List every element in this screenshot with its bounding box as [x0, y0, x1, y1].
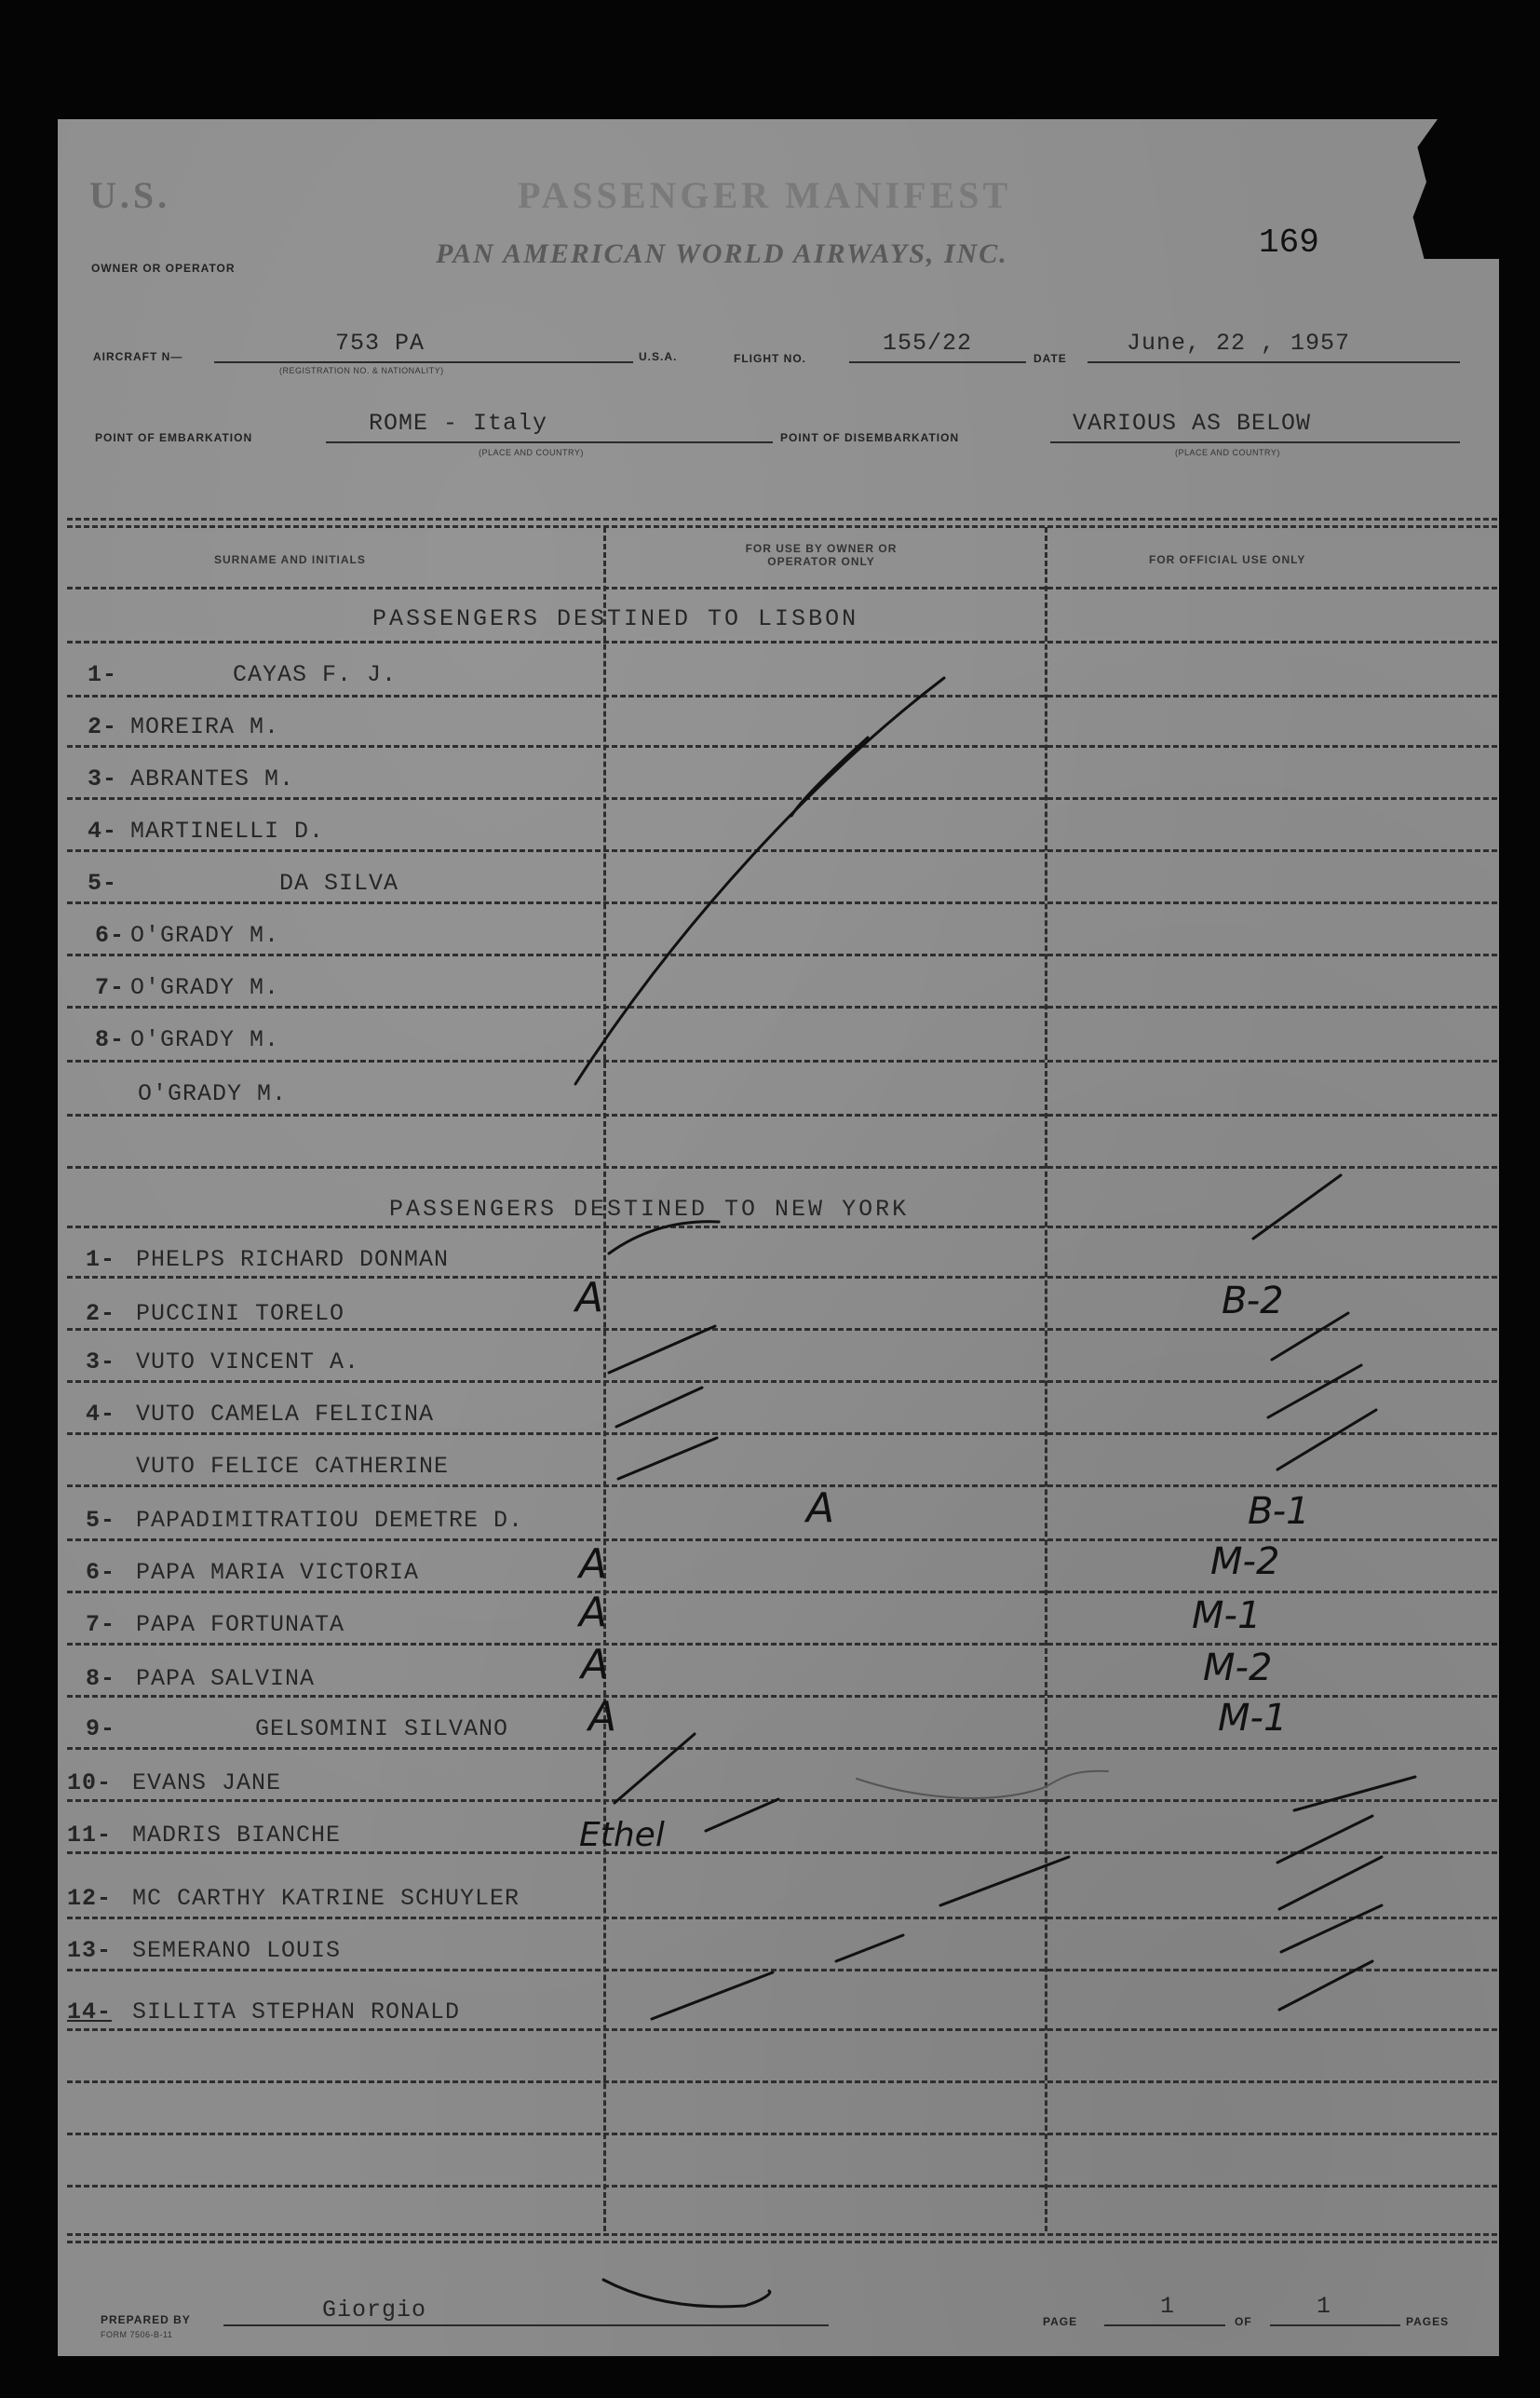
row-number: 4- — [86, 1401, 116, 1428]
passenger-name: DA SILVA — [279, 870, 399, 897]
disembark-label: POINT OF DISEMBARKATION — [780, 431, 960, 444]
row-number: 7- — [95, 974, 126, 1001]
aircraft-label: AIRCRAFT N— — [93, 350, 183, 363]
passenger-name: EVANS JANE — [132, 1769, 282, 1796]
embark-value: ROME - Italy — [369, 410, 548, 437]
page-label: PAGE — [1043, 2315, 1078, 2328]
vuto-official-check-2 — [1268, 1365, 1361, 1417]
row-number: 1- — [86, 1246, 116, 1273]
row-number: 4- — [88, 818, 118, 845]
row-number: 8- — [86, 1665, 116, 1692]
row-number: 11- — [67, 1822, 113, 1849]
row-number: 7- — [86, 1611, 116, 1638]
date-value: June, 22 , 1957 — [1127, 330, 1351, 357]
owner-label: OWNER OR OPERATOR — [91, 262, 236, 275]
row-number: 3- — [86, 1348, 116, 1375]
row-number: 8- — [95, 1026, 126, 1053]
row-number: 5- — [88, 870, 118, 897]
aircraft-value: 753 PA — [335, 330, 426, 357]
row-number: 2- — [88, 713, 118, 740]
semerano-official-check — [1281, 1905, 1382, 1952]
owner-mark: A — [806, 1484, 835, 1532]
row-number: 6- — [95, 922, 126, 949]
row-number: 5- — [86, 1507, 116, 1534]
passenger-name: O'GRADY M. — [130, 974, 280, 1001]
phelps-official-check — [1253, 1175, 1341, 1239]
owner-mark: A — [581, 1641, 610, 1688]
sillita-owner-check — [652, 1972, 773, 2019]
aircraft-sub: (REGISTRATION NO. & NATIONALITY) — [279, 366, 444, 375]
col-header-official: FOR OFFICIAL USE ONLY — [1149, 553, 1306, 566]
form-title: PASSENGER MANIFEST — [518, 174, 1012, 216]
row-number: 10- — [67, 1769, 113, 1796]
row-number: 13- — [67, 1937, 113, 1964]
col-header-owner: FOR USE BY OWNER OR OPERATOR ONLY — [745, 542, 898, 568]
semerano-owner-check — [836, 1935, 903, 1961]
page-number: 1 — [1160, 2293, 1176, 2320]
passenger-name: VUTO CAMELA FELICINA — [136, 1401, 435, 1428]
phelps-owner-check — [609, 1222, 719, 1253]
disembark-sub: (PLACE AND COUNTRY) — [1175, 448, 1280, 457]
evans-owner-check — [615, 1734, 695, 1803]
passenger-name: O'GRADY M. — [138, 1080, 288, 1107]
mccarthy-official-check — [1279, 1857, 1382, 1909]
passenger-name: VUTO FELICE CATHERINE — [136, 1453, 450, 1480]
vuto-owner-check-3 — [618, 1438, 717, 1479]
manifest-number: 169 — [1259, 224, 1319, 262]
row-number: 12- — [67, 1885, 113, 1912]
passenger-name: MC CARTHY KATRINE SCHUYLER — [132, 1885, 520, 1912]
col-header-surname: SURNAME AND INITIALS — [214, 553, 366, 566]
passenger-name: PAPA MARIA VICTORIA — [136, 1559, 420, 1586]
passenger-name: CAYAS F. J. — [233, 661, 398, 688]
passenger-name: MOREIRA M. — [130, 713, 280, 740]
row-number: 1- — [88, 661, 118, 688]
passenger-name: PAPA SALVINA — [136, 1665, 316, 1692]
passenger-name: MARTINELLI D. — [130, 818, 325, 845]
row-number: 2- — [86, 1300, 116, 1327]
date-label: DATE — [1033, 352, 1067, 365]
embark-sub: (PLACE AND COUNTRY) — [479, 448, 584, 457]
row-number: 3- — [88, 765, 118, 793]
of-label: OF — [1235, 2315, 1252, 2328]
passenger-name: PAPADIMITRATIOU DEMETRE D. — [136, 1507, 524, 1534]
passenger-name: PUCCINI TORELO — [136, 1300, 345, 1327]
madris-official-check — [1277, 1816, 1372, 1863]
passenger-name: SILLITA STEPHAN RONALD — [132, 1998, 461, 2025]
disembark-value: VARIOUS AS BELOW — [1073, 410, 1312, 437]
passenger-name: VUTO VINCENT A. — [136, 1348, 360, 1375]
form-code: FORM 7506-B-11 — [101, 2330, 173, 2339]
pages-label: PAGES — [1406, 2315, 1450, 2328]
passenger-name: GELSOMINI SILVANO — [255, 1715, 509, 1742]
vuto-owner-check-1 — [609, 1326, 715, 1373]
row-number: 6- — [86, 1559, 116, 1586]
vuto-official-check-3 — [1277, 1410, 1376, 1470]
official-code: M-2 — [1203, 1646, 1273, 1689]
vuto-official-check-1 — [1272, 1313, 1348, 1360]
passenger-name: O'GRADY M. — [130, 1026, 280, 1053]
official-code: B-1 — [1248, 1490, 1310, 1533]
mccarthy-owner-check — [940, 1857, 1069, 1905]
footer-scribble — [603, 2280, 770, 2307]
evans-official-check — [1294, 1777, 1415, 1810]
row-number: 14- — [67, 1998, 113, 2025]
owner-name: PAN AMERICAN WORLD AIRWAYS, INC. — [436, 238, 1008, 269]
usa-label: U.S.A. — [639, 350, 678, 363]
sillita-official-check — [1279, 1961, 1372, 2010]
stamp-mark: U.S. — [89, 174, 171, 216]
official-code: M-1 — [1192, 1594, 1262, 1637]
passenger-name: PHELPS RICHARD DONMAN — [136, 1246, 450, 1273]
row-number: 9- — [86, 1715, 116, 1742]
official-code: M-2 — [1210, 1540, 1280, 1583]
flight-label: FLIGHT NO. — [734, 352, 806, 365]
prepared-value: Giorgio — [322, 2296, 427, 2323]
embark-label: POINT OF EMBARKATION — [95, 431, 253, 444]
passenger-name: O'GRADY M. — [130, 922, 280, 949]
passenger-name: PAPA FORTUNATA — [136, 1611, 345, 1638]
page-total: 1 — [1317, 2293, 1332, 2320]
flight-value: 155/22 — [883, 330, 973, 357]
section-heading-lisbon: PASSENGERS DESTINED TO LISBON — [372, 605, 859, 632]
official-code: M-1 — [1218, 1697, 1288, 1740]
owner-mark: A — [579, 1540, 608, 1588]
owner-mark: A — [588, 1693, 617, 1741]
owner-mark: A — [579, 1589, 608, 1636]
section-heading-new-york: PASSENGERS DESTINED TO NEW YORK — [389, 1196, 910, 1223]
prepared-label: PREPARED BY — [101, 2313, 191, 2326]
lisbon-bracket-stroke — [575, 678, 944, 1084]
passenger-name: SEMERANO LOUIS — [132, 1937, 342, 1964]
vuto-owner-check-2 — [616, 1388, 702, 1427]
passenger-name: ABRANTES M. — [130, 765, 295, 793]
official-code: B-2 — [1222, 1280, 1284, 1322]
evans-faint-scribble — [857, 1771, 1108, 1798]
passenger-name: MADRIS BIANCHE — [132, 1822, 342, 1849]
owner-mark: Ethel — [579, 1816, 665, 1854]
owner-mark: A — [575, 1274, 604, 1321]
madris-owner-check — [706, 1799, 778, 1831]
